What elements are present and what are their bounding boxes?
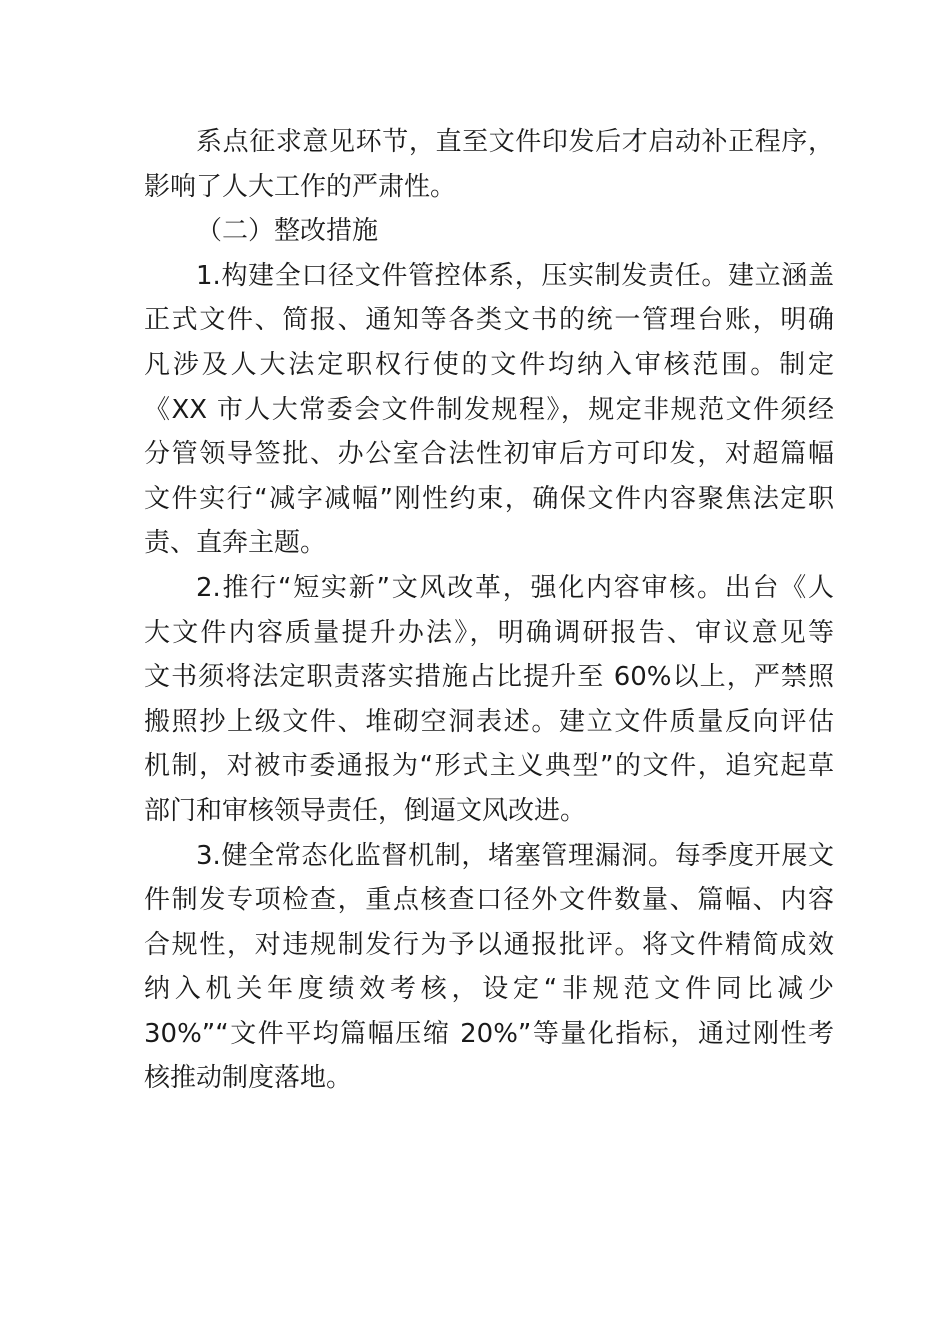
text-line: 《XX 市人大常委会文件制发规程》，规定非规范文件须经 [144,394,834,425]
paragraph-measure-2 [144,566,834,834]
text-line: 分管领导签批、办公室合法性初审后方可印发，对超篇幅 [144,439,834,470]
section-heading [144,209,834,254]
text-line: 30%”“文件平均篇幅压缩 20%”等量化指标，通过刚性考 [144,1018,834,1049]
paragraph-intro-continuation [144,120,834,209]
text-line: 文件实行“减字减幅”刚性约束，确保文件内容聚焦法定职 [144,483,834,514]
text-line: 影响了人大工作的严肃性。 [144,171,457,202]
paragraph-measure-3 [144,834,834,1102]
document-page [144,120,834,1101]
text-line: 合规性，对违规制发行为予以通报批评。将文件精简成效 [144,929,834,960]
text-line: 凡涉及人大法定职权行使的文件均纳入审核范围。制定 [144,349,834,380]
text-line: 部门和审核领导责任，倒逼文风改进。 [144,795,587,826]
text-line: 正式文件、简报、通知等各类文书的统一管理台账，明确 [144,305,834,336]
text-line: 核推动制度落地。 [144,1063,353,1094]
text-line: 1.构建全口径文件管控体系，压实制发责任。建立涵盖 [196,260,834,291]
paragraph-measure-1 [144,254,834,566]
text-line: 搬照抄上级文件、堆砌空洞表述。建立文件质量反向评估 [144,706,834,737]
text-line: 2.推行“短实新”文风改革，强化内容审核。出台《人 [196,572,834,603]
text-line: 3.健全常态化监督机制，堵塞管理漏洞。每季度开展文 [196,840,834,871]
text-line: 责、直奔主题。 [144,528,327,559]
text-line: 文书须将法定职责落实措施占比提升至 60%以上，严禁照 [144,662,834,693]
heading-text: （二）整改措施 [196,216,379,247]
text-line: 系点征求意见环节，直至文件印发后才启动补正程序， [196,127,834,157]
text-line: 件制发专项检查，重点核查口径外文件数量、篇幅、内容 [144,885,834,916]
text-line: 大文件内容质量提升办法》，明确调研报告、审议意见等 [144,617,834,648]
text-line: 机制，对被市委通报为“形式主义典型”的文件，追究起草 [144,751,834,782]
text-line: 纳入机关年度绩效考核，设定“非规范文件同比减少 [144,974,834,1005]
